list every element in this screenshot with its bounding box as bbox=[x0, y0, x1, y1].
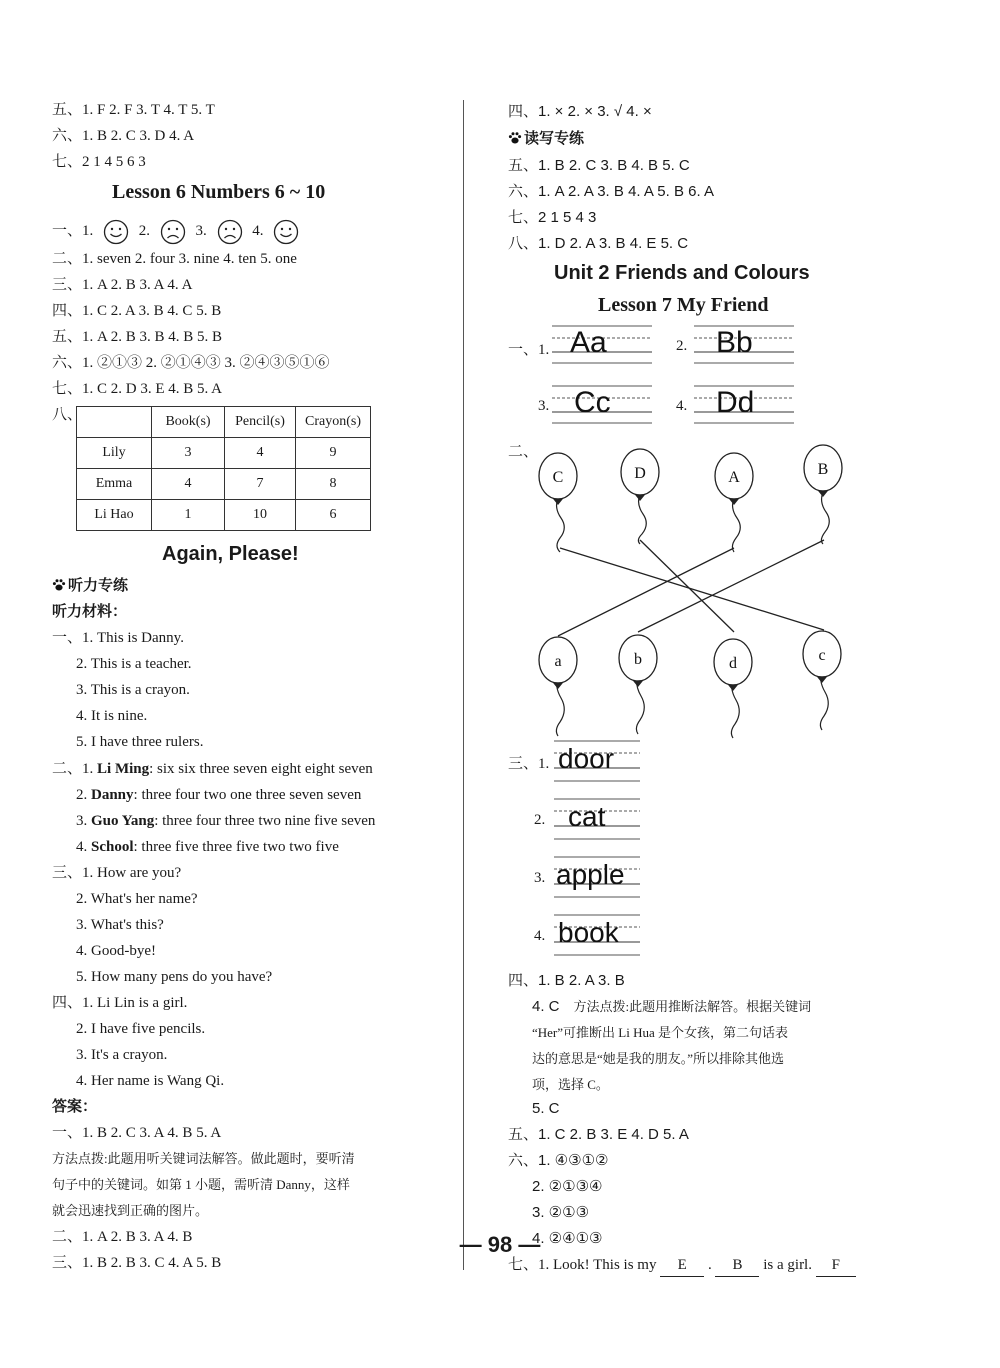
word-text: cat bbox=[568, 801, 606, 832]
material-line: 三、1. How are you? bbox=[52, 865, 182, 881]
word-text: book bbox=[558, 917, 619, 948]
answer-line: 四、1. B 2. A 3. B bbox=[508, 972, 625, 989]
material-line: 4. Her name is Wang Qi. bbox=[76, 1073, 225, 1089]
answer-line: 七、2 1 4 5 6 3 bbox=[52, 154, 146, 170]
answer-line: 三、1. A 2. B 3. A 4. A bbox=[52, 277, 193, 293]
table-header-cell: Pencil(s) bbox=[225, 407, 296, 438]
material-line: 5. How many pens do you have? bbox=[76, 969, 273, 985]
answer-line: 二、1. seven 2. four 3. nine 4. ten 5. one bbox=[52, 251, 297, 267]
balloon-letter: A bbox=[728, 469, 740, 486]
table-row bbox=[77, 438, 371, 469]
table-cell: 1 bbox=[152, 500, 225, 531]
read-write-section-title bbox=[508, 128, 584, 150]
match-line bbox=[640, 540, 734, 632]
q2-line bbox=[52, 836, 339, 858]
word-text: door bbox=[558, 743, 615, 774]
balloon-knot bbox=[636, 495, 644, 500]
tip-line: 句子中的关键词。如第 1 小题，需听清 Danny，这样 bbox=[52, 1177, 350, 1192]
read-write-title-text: 读写专练 bbox=[524, 131, 585, 147]
letter-writing-box bbox=[694, 382, 794, 424]
q7-prefix: 七、1. Look! This is my bbox=[508, 1257, 657, 1273]
word-text: apple bbox=[556, 859, 625, 890]
balloon-knot bbox=[554, 683, 562, 688]
tip-line: 就会迅速找到正确的图片。 bbox=[52, 1203, 209, 1218]
table-cell: 4 bbox=[152, 469, 225, 500]
balloon-letter: c bbox=[818, 647, 826, 664]
answer-line: 4. ②④①③ bbox=[532, 1230, 603, 1247]
q2-line bbox=[52, 758, 373, 780]
tip-line: 达的意思是“她是我的朋友。”所以排除其他选 bbox=[532, 1051, 785, 1066]
q2-prefix: 4. bbox=[76, 839, 91, 855]
material-line: 四、1. Li Lin is a girl. bbox=[52, 995, 188, 1011]
letter-text: Aa bbox=[570, 326, 607, 359]
balloon-knot bbox=[634, 681, 642, 686]
balloon-letter: d bbox=[729, 655, 737, 672]
table-header-cell: Book(s) bbox=[152, 407, 225, 438]
q2-prefix: 二、1. bbox=[52, 761, 98, 777]
answer-line: 5. C bbox=[532, 1100, 560, 1117]
q3-item-num: 3. bbox=[534, 870, 546, 886]
tip-line: “Her”可推断出 Li Hua 是个女孩，第二句话表 bbox=[532, 1025, 788, 1040]
balloon-string bbox=[821, 492, 829, 544]
q2-name: Danny bbox=[91, 787, 134, 803]
paw-icon bbox=[52, 578, 66, 592]
answer-line: 六、1. A 2. A 3. B 4. A 5. B 6. A bbox=[508, 183, 714, 200]
match-line bbox=[638, 540, 824, 632]
q2-rest: : three four two one three seven seven bbox=[133, 787, 362, 803]
answer-line: 六、1. B 2. C 3. D 4. A bbox=[52, 128, 195, 144]
q7-blank: F bbox=[816, 1254, 856, 1277]
tip-line bbox=[532, 996, 811, 1018]
table-cell: 4 bbox=[225, 438, 296, 469]
q2-rest: : three five three five two two five bbox=[133, 839, 339, 855]
listening-title-text: 听力专练 bbox=[68, 578, 129, 594]
balloon-string bbox=[557, 498, 565, 552]
q2-rest: : six six three seven eight eight seven bbox=[149, 761, 373, 777]
answers-label: 答案： bbox=[52, 1099, 98, 1115]
balloon-letter: b bbox=[634, 651, 642, 668]
table-cell: Lily bbox=[77, 438, 152, 469]
table-row bbox=[77, 469, 371, 500]
answer-line: 一、1. B 2. C 3. A 4. B 5. A bbox=[52, 1125, 222, 1141]
answer-line: 八、1. D 2. A 3. B 4. E 5. C bbox=[508, 235, 689, 252]
match-line bbox=[558, 548, 734, 636]
material-line: 2. This is a teacher. bbox=[76, 656, 192, 672]
word-writing-box bbox=[554, 854, 640, 898]
table-header-cell: Crayon(s) bbox=[296, 407, 371, 438]
table-cell: 3 bbox=[152, 438, 225, 469]
letter-writing-box bbox=[552, 322, 652, 364]
table-cell: 6 bbox=[296, 500, 371, 531]
material-line: 4. It is nine. bbox=[76, 708, 148, 724]
balloon-knot bbox=[818, 677, 826, 682]
table-cell: 9 bbox=[296, 438, 371, 469]
q2-name: School bbox=[91, 839, 134, 855]
answer-line: 七、1. C 2. D 3. E 4. B 5. A bbox=[52, 381, 223, 397]
q2-label: 二、 bbox=[508, 444, 539, 460]
tip-line: 方法点拨:此题用听关键词法解答。做此题时，要听清 bbox=[52, 1151, 355, 1166]
q3-item-num: 2. bbox=[534, 812, 546, 828]
answer-line: 3. ②①③ bbox=[532, 1204, 590, 1221]
q4-c: 4. C bbox=[532, 998, 560, 1015]
balloon-letter: C bbox=[552, 469, 564, 486]
material-line: 3. This is a crayon. bbox=[76, 682, 190, 698]
q1-item-num: 4. bbox=[252, 223, 264, 239]
balloon-matching-diagram bbox=[528, 440, 868, 740]
q3-label: 三、1. bbox=[508, 756, 550, 772]
answer-line: 五、1. F 2. F 3. T 4. T 5. T bbox=[52, 102, 215, 118]
word-writing-box bbox=[554, 738, 640, 782]
table-cell: 7 bbox=[225, 469, 296, 500]
balloon-letter: a bbox=[554, 653, 562, 670]
q1-item-num: 3. bbox=[538, 398, 550, 414]
letter-text: Dd bbox=[716, 386, 755, 419]
answer-line: 六、1. ②①③ 2. ②①④③ 3. ②④③⑤①⑥ bbox=[52, 355, 330, 371]
balloon-knot bbox=[554, 499, 562, 504]
q1-label: 一、1. bbox=[52, 223, 94, 239]
sad-face-icon bbox=[217, 219, 243, 245]
answer-line: 五、1. A 2. B 3. B 4. B 5. B bbox=[52, 329, 223, 345]
q2-name: Guo Yang bbox=[91, 813, 155, 829]
q2-rest: : three four three two nine five seven bbox=[154, 813, 376, 829]
balloon-knot bbox=[730, 499, 738, 504]
balloon-letter: D bbox=[634, 465, 646, 482]
q7-mid: is a girl. bbox=[763, 1257, 812, 1273]
q2-prefix: 3. bbox=[76, 813, 91, 829]
happy-face-icon bbox=[103, 219, 129, 245]
q1-item-num: 4. bbox=[676, 398, 688, 414]
lesson6-title: Lesson 6 Numbers 6 ~ 10 bbox=[112, 181, 326, 203]
table-row bbox=[77, 500, 371, 531]
unit-title: Unit 2 Friends and Colours bbox=[554, 262, 810, 284]
q2-line bbox=[52, 784, 361, 806]
balloon-knot bbox=[729, 685, 737, 690]
material-line: 5. I have three rulers. bbox=[76, 734, 204, 750]
q3-item-num: 4. bbox=[534, 928, 546, 944]
table-header-cell bbox=[77, 407, 152, 438]
q1-item-num: 2. bbox=[676, 338, 688, 354]
tip-text: 方法点拨:此题用推断法解答。根据关键词 bbox=[573, 999, 812, 1014]
lesson6-q1 bbox=[52, 216, 305, 246]
q1-item-num: 3. bbox=[195, 223, 207, 239]
column-divider bbox=[463, 100, 464, 1270]
tip-line: 项，选择 C。 bbox=[532, 1077, 609, 1092]
q7-line: 七、1. Look! This is my E . B is a girl. F bbox=[508, 1254, 856, 1277]
balloon-string bbox=[638, 494, 646, 544]
balloon-letter: B bbox=[817, 461, 829, 478]
material-line: 3. It's a crayon. bbox=[76, 1047, 168, 1063]
answer-line: 五、1. B 2. C 3. B 4. B 5. C bbox=[508, 157, 690, 174]
table-cell: Li Hao bbox=[77, 500, 152, 531]
letter-text: Bb bbox=[716, 326, 753, 359]
material-line: 2. I have five pencils. bbox=[76, 1021, 206, 1037]
q7-blank: B bbox=[715, 1254, 759, 1277]
material-line: 2. What's her name? bbox=[76, 891, 198, 907]
paw-icon bbox=[508, 131, 522, 145]
happy-face-icon bbox=[273, 219, 299, 245]
answer-line: 三、1. B 2. B 3. C 4. A 5. B bbox=[52, 1255, 222, 1271]
material-line: 3. What's this? bbox=[76, 917, 164, 933]
balloon-string bbox=[732, 498, 740, 552]
q8-label: 八、 bbox=[52, 407, 83, 423]
q2-prefix: 2. bbox=[76, 787, 91, 803]
letter-writing-box bbox=[552, 382, 652, 424]
q1-item-num: 2. bbox=[138, 223, 151, 239]
table-cell: 10 bbox=[225, 500, 296, 531]
answer-line: 四、1. C 2. A 3. B 4. C 5. B bbox=[52, 303, 222, 319]
materials-label: 听力材料： bbox=[52, 604, 128, 620]
table-cell: 8 bbox=[296, 469, 371, 500]
answer-line: 五、1. C 2. B 3. E 4. D 5. A bbox=[508, 1126, 689, 1143]
word-writing-box bbox=[554, 796, 640, 840]
listening-section-title bbox=[52, 575, 128, 597]
letter-writing-box bbox=[694, 322, 794, 364]
again-title: Again, Please! bbox=[162, 543, 299, 565]
material-line: 一、1. This is Danny. bbox=[52, 630, 184, 646]
table-header-row bbox=[77, 407, 371, 438]
answer-line: 六、1. ④③①② bbox=[508, 1152, 609, 1169]
q2-line bbox=[52, 810, 375, 832]
q1-label: 一、1. bbox=[508, 342, 550, 358]
q7-blank: E bbox=[660, 1254, 704, 1277]
table-cell: Emma bbox=[77, 469, 152, 500]
sad-face-icon bbox=[160, 219, 186, 245]
word-writing-box bbox=[554, 912, 640, 956]
balloon-knot bbox=[819, 491, 827, 496]
answer-line: 七、2 1 5 4 3 bbox=[508, 209, 597, 226]
page-number: — 98 — bbox=[459, 1232, 541, 1257]
material-line: 4. Good-bye! bbox=[76, 943, 156, 959]
lesson7-title: Lesson 7 My Friend bbox=[598, 294, 769, 316]
answer-line: 四、1. × 2. × 3. √ 4. × bbox=[508, 103, 652, 120]
q2-name: Li Ming bbox=[97, 761, 150, 777]
answer-line: 二、1. A 2. B 3. A 4. B bbox=[52, 1229, 193, 1245]
letter-text: Cc bbox=[574, 386, 611, 419]
answer-line: 2. ②①③④ bbox=[532, 1178, 603, 1195]
data-table bbox=[76, 406, 371, 531]
